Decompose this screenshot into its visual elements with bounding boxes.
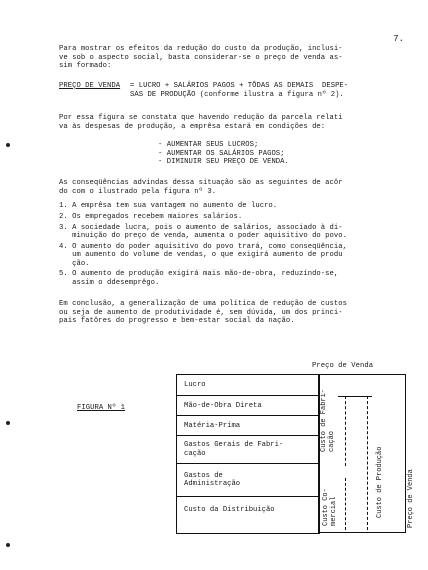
figure-top-label: Preço de Venda [312, 362, 374, 370]
consequence-item: 1. A emprêsa tem sua vantagem no aumento de lucro. [59, 202, 278, 210]
right-divider [318, 374, 319, 533]
formula-line: SAS DE PRODUÇÃO (conforme ilustra a figura nº 2). [130, 90, 344, 99]
cost-row-label: Custo da Distribuição [184, 506, 275, 514]
cost-row-label: Gastos Gerais de Fabri- [184, 441, 284, 449]
cost-row-label: Mão-de-Obra Direta [184, 401, 262, 410]
label-custo-comercial: Custo Co- mercial [322, 488, 338, 526]
bullet-item: - DIMINUIR SEU PREÇO DE VENDA. [158, 158, 289, 167]
top-rule [318, 374, 406, 375]
consequence-item: ção. [59, 259, 90, 268]
outer-edge [405, 374, 406, 533]
punch-hole [6, 421, 10, 425]
consequence-item: um aumento do volume de vendas, o que exigirá aumento de produ [59, 251, 343, 260]
intro-line: sim formado: [59, 62, 112, 71]
cost-row [177, 435, 319, 463]
conclusion-line: ou seja de aumento de produtividade é, sem dúvida, um dos princi- [59, 308, 343, 317]
consequence-item: 5. O aumento de produção exigirá mais mão-de-obra, reduzindo-se, [59, 270, 339, 279]
cost-row [177, 395, 319, 415]
cost-row-label: cação [184, 449, 206, 458]
consequence-item: 3. A sociedade lucra, pois o aumento de salários, associado à di- [59, 223, 343, 232]
consequence-item: assim o ddesemprêgo. [59, 278, 160, 287]
label-preco-venda: Preço de Venda [407, 469, 415, 528]
conclusion-line: pais fatôres do progresso e bem-estar social da nação. [59, 317, 295, 326]
cost-row-label: Matéria-Prima [184, 421, 241, 430]
formula-line: = LUCRO + SALÁRIOS PAGOS + TÔDAS AS DEMAIS DESPE- [130, 82, 349, 90]
bottom-rule [318, 532, 406, 533]
punch-hole [6, 143, 10, 147]
paragraph-line: va às despesas de produção, a emprêsa estará em condições de: [59, 122, 326, 131]
cost-row [177, 496, 319, 523]
cost-row-label: Gastos de [184, 471, 223, 480]
intro-line: ve sob o aspecto social, basta considerar-se o preço de venda as- [59, 53, 343, 62]
paragraph-line: Por essa figura se constata que havendo redução da parcela relati [59, 114, 343, 122]
formula-label: PREÇO DE VENDA [59, 82, 121, 90]
label-custo-producao: Custo de Produção [376, 446, 384, 518]
cost-table [176, 374, 320, 534]
cost-row [177, 375, 319, 395]
paragraph-line: As conseqüências advindas dessa situação são as seguintes de acôr [59, 179, 343, 187]
intro-line: Para mostrar os efeitos da redução do custo da produção, inclusi- [59, 45, 343, 53]
comercial-bracket [345, 478, 347, 530]
punch-hole [6, 543, 10, 547]
figure-label: FIGURA Nº 1 [77, 404, 125, 412]
cost-row-label: Administração [184, 480, 241, 489]
producao-bracket [367, 396, 369, 530]
consequence-item: 2. Os empregados recebem maiores salários. [59, 212, 243, 221]
fabricacao-bracket [345, 396, 347, 466]
consequence-item: minuição do preço de venda, aumenta o poder aquisitivo do povo. [59, 232, 347, 241]
cost-row [177, 463, 319, 496]
cost-row-label: Lucro [184, 380, 206, 389]
conclusion-line: Em conclusão, a generalização de uma política de redução de custos [59, 300, 347, 308]
label-custo-fabricacao: Custo de Fabri- cação [320, 388, 336, 452]
bracket-top-tick [338, 396, 372, 397]
paragraph-line: do com o ilustrado pela figura nº 3. [59, 187, 217, 196]
bullet-item: - AUMENTAR OS SALÁRIOS PAGOS; [158, 149, 285, 158]
bullet-item: - AUMENTAR SEUS LUCROS; [158, 141, 259, 149]
page-number: 7. [393, 34, 404, 44]
consequence-item: 4. O aumento do poder aquisitivo do povo trará, como conseqüência, [59, 242, 347, 251]
cost-row [177, 415, 319, 435]
